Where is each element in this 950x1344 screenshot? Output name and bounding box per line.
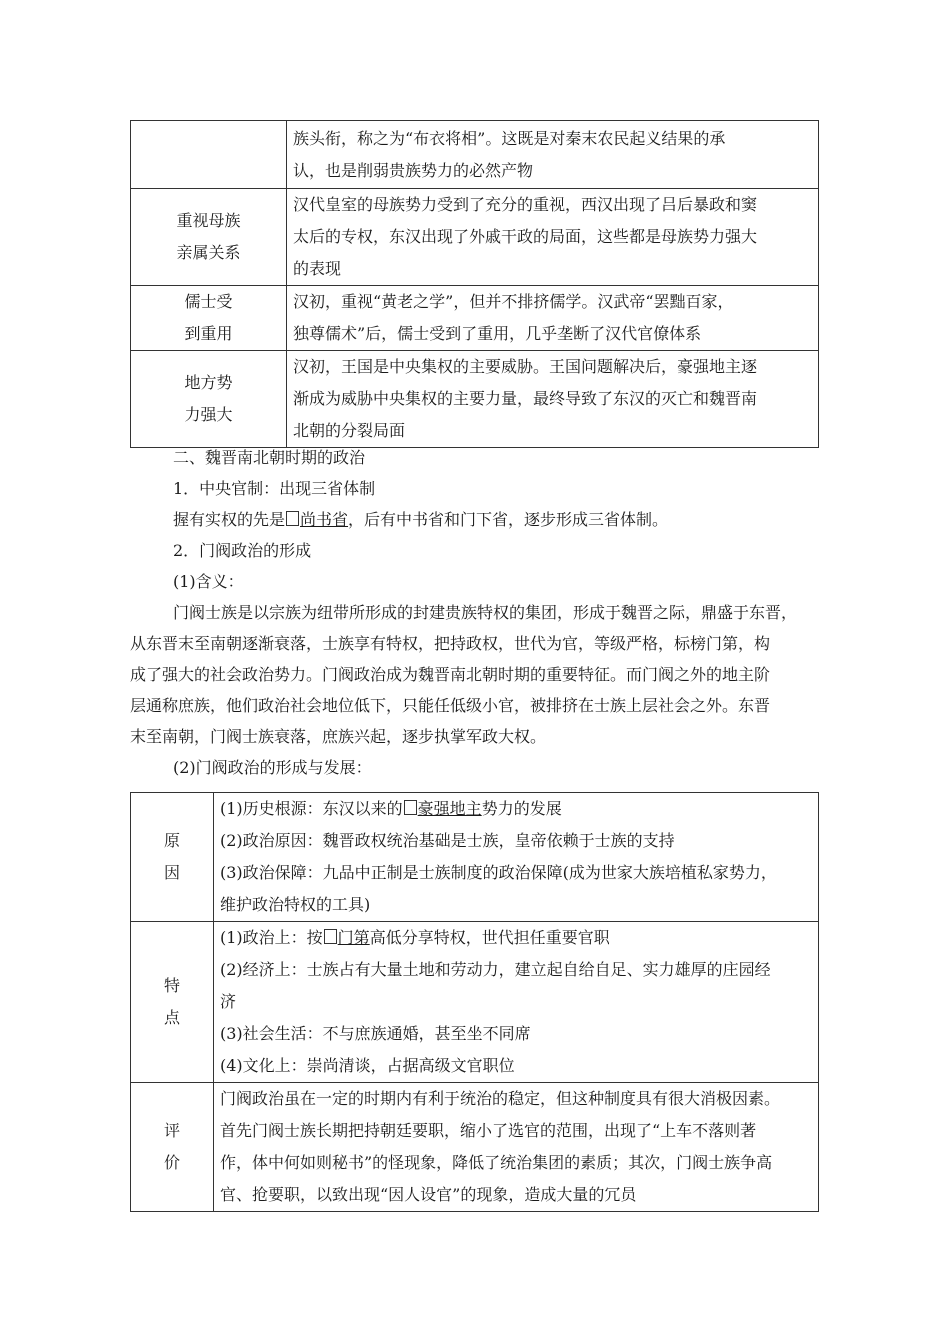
text-pre: (1)政治上：按 xyxy=(220,928,323,947)
label-line: 点 xyxy=(163,1008,180,1027)
text-line: 济 xyxy=(220,992,237,1011)
table-content-cell xyxy=(287,189,819,286)
sub-heading: (2)门阀政治的形成与发展： xyxy=(173,758,372,777)
table-row xyxy=(131,1083,819,1212)
text-line: 北朝的分裂局面 xyxy=(293,421,406,440)
label-line: 原 xyxy=(163,831,180,850)
table-content-cell xyxy=(287,351,819,448)
item-text xyxy=(130,504,820,535)
answer-blank: 尚书省 xyxy=(300,510,349,529)
sub-heading: (1)含义： xyxy=(173,572,244,591)
table-row xyxy=(131,351,819,448)
answer-box-icon xyxy=(404,800,417,815)
text-line: 的表现 xyxy=(293,259,342,278)
answer-blank: 豪强地主 xyxy=(417,799,482,818)
text-line: (3)政治保障：九品中正制是士族制度的政治保障(成为世家大族培植私家势力， xyxy=(220,863,777,882)
definition-line: 层通称庶族，他们政治社会地位低下，只能任低级小官，被排挤在士族上层社会之外。东晋 xyxy=(130,696,771,715)
text-line: 独尊儒术”后，儒士受到了重用，几乎垄断了汉代官僚体系 xyxy=(293,324,702,343)
table-content-cell xyxy=(214,922,819,1083)
text-line: 汉代皇室的母族势力受到了充分的重视，西汉出现了吕后暴政和窦 xyxy=(293,195,758,214)
table-row xyxy=(131,121,819,189)
table-label-cell xyxy=(131,793,214,922)
han-politics-table xyxy=(130,120,819,448)
label-line: 到重用 xyxy=(184,324,233,343)
text-post: 势力的发展 xyxy=(481,799,562,818)
label-line: 特 xyxy=(163,976,180,995)
text-line: 官、抢要职，以致出现“因人设官”的现象，造成大量的冗员 xyxy=(220,1185,637,1204)
table-label-cell xyxy=(131,1083,214,1212)
label-line: 亲属关系 xyxy=(176,243,241,262)
definition-line: 末至南朝，门阀士族衰落，庶族兴起，逐步执掌军政大权。 xyxy=(130,727,547,746)
label-line: 重视母族 xyxy=(176,211,241,230)
table-label-cell xyxy=(131,286,287,351)
answer-box-icon xyxy=(324,929,337,944)
item-heading: 1．中央官制：出现三省体制 xyxy=(173,479,376,498)
definition-line: 从东晋末至南朝逐渐衰落，士族享有特权，把持政权，世代为官，等级严格，标榜门第，构 xyxy=(130,634,771,653)
text-line: 汉初，王国是中央集权的主要威胁。王国问题解决后，豪强地主逐 xyxy=(293,357,758,376)
table-content-cell xyxy=(287,121,819,189)
table-label-cell xyxy=(131,922,214,1083)
table-row xyxy=(131,922,819,1083)
text-line: 渐成为威胁中央集权的主要力量，最终导致了东汉的灭亡和魏晋南 xyxy=(293,389,758,408)
text-line: (2)政治原因：魏晋政权统治基础是士族，皇帝依赖于士族的支持 xyxy=(220,831,675,850)
text-line: 汉初，重视“黄老之学”，但并不排挤儒学。汉武帝“罢黜百家， xyxy=(293,292,734,311)
menfa-politics-table xyxy=(130,792,819,1212)
definition-line: 成了强大的社会政治势力。门阀政治成为魏晋南北朝时期的重要特征。而门阀之外的地主阶 xyxy=(130,665,771,684)
text-line: (4)文化上：崇尚清谈，占据高级文官职位 xyxy=(220,1056,515,1075)
item-text-pre: 握有实权的先是 xyxy=(173,510,286,529)
table-label-cell xyxy=(131,189,287,286)
text-line: 太后的专权，东汉出现了外戚干政的局面，这些都是母族势力强大 xyxy=(293,227,758,246)
text-line xyxy=(220,922,812,954)
text-pre: (1)历史根源：东汉以来的 xyxy=(220,799,403,818)
table-row xyxy=(131,793,819,922)
label-line: 评 xyxy=(163,1121,180,1140)
item-text-post: ，后有中书省和门下省，逐步形成三省体制。 xyxy=(348,510,669,529)
table-content-cell xyxy=(214,1083,819,1212)
answer-box-icon xyxy=(286,511,299,526)
text-line: 族头衔，称之为“布衣将相”。这既是对秦末农民起义结果的承 xyxy=(293,128,726,148)
table-row xyxy=(131,189,819,286)
text-line: 首先门阀士族长期把持朝廷要职，缩小了选官的范围，出现了“上车不落则著 xyxy=(220,1121,757,1140)
label-line: 价 xyxy=(163,1153,180,1172)
item-heading: 2．门阀政治的形成 xyxy=(173,541,312,560)
section-body xyxy=(130,442,820,783)
table-content-cell xyxy=(287,286,819,351)
table-label-cell xyxy=(131,121,287,189)
text-line: 认，也是削弱贵族势力的必然产物 xyxy=(293,160,534,180)
text-post: 高低分享特权，世代担任重要官职 xyxy=(369,928,610,947)
answer-blank: 门第 xyxy=(337,928,370,947)
definition-line: 门阀士族是以宗族为纽带所形成的封建贵族特权的集团，形成于魏晋之际，鼎盛于东晋， xyxy=(173,603,798,622)
section-heading: 二、魏晋南北朝时期的政治 xyxy=(173,448,366,467)
label-line: 儒士受 xyxy=(184,292,233,311)
label-line: 力强大 xyxy=(184,405,233,424)
label-line: 因 xyxy=(163,863,180,882)
text-line: 作，体中何如则秘书”的怪现象，降低了统治集团的素质；其次，门阀士族争高 xyxy=(220,1153,773,1172)
label-line: 地方势 xyxy=(184,373,233,392)
table-label-cell xyxy=(131,351,287,448)
table-row xyxy=(131,286,819,351)
text-line: 维护政治特权的工具) xyxy=(220,895,371,914)
text-line: (3)社会生活：不与庶族通婚，甚至坐不同席 xyxy=(220,1024,531,1043)
text-line: 门阀政治虽在一定的时期内有利于统治的稳定，但这种制度具有很大消极因素。 xyxy=(220,1089,781,1108)
text-line xyxy=(220,793,812,825)
text-line: (2)经济上：士族占有大量土地和劳动力，建立起自给自足、实力雄厚的庄园经 xyxy=(220,960,771,979)
table-content-cell xyxy=(214,793,819,922)
